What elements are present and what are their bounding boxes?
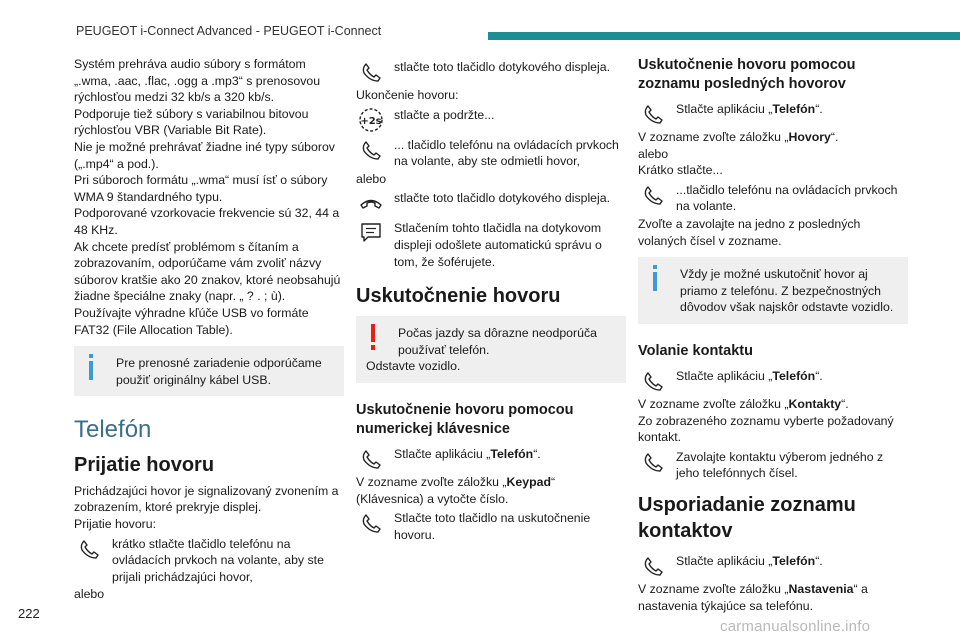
page-number: 222: [18, 606, 40, 621]
recent-app-text: Stlačte aplikáciu „Telefón“.: [676, 102, 823, 116]
keypad-call-step: [356, 509, 626, 543]
end-touch-text: stlačte toto tlačidlo dotykového displeja.: [394, 191, 611, 206]
organize-heading: Usporiadanie zoznamu kontaktov: [638, 493, 856, 542]
end-wheel-step: [356, 136, 626, 170]
receive-call-heading: Prijatie hovoru: [74, 453, 215, 476]
intro-line: Pri súboroch formátu „.wma“ musí ísť o súbory WMA 9 štandardného typu.: [74, 173, 328, 204]
intro-line: Systém prehráva audio súbory s formátom „.wma, .aac, .flac, .ogg a .mp3“ s prenosovou rýchlosťou medzi 32 kb/s a 320 kb/s.: [74, 57, 321, 105]
accept-touch-text: stlačte toto tlačidlo dotykového displeja.: [394, 60, 611, 74]
contact-app-text: Stlačte aplikáciu „Telefón“.: [676, 368, 823, 383]
message-icon: [356, 219, 386, 247]
contacts-tab-text: V zozname zvoľte záložku „Kontakty“.: [638, 396, 849, 411]
intro-line: Podporované vzorkovacie frekvencie sú 32, 44 a 48 KHz.: [74, 206, 340, 237]
receive-step: [74, 535, 344, 586]
contacts-call-step: [638, 448, 908, 482]
phone-handset-icon: [638, 448, 668, 476]
receive-intro: Prichádzajúci hovor je signalizovaný zvonením a zobrazením, ktoré prekryje displej.: [74, 483, 339, 515]
intro-line: Ak chcete predísť problémom s čítaním a zobrazovaním, odporúčame vám zvoliť názvy súborov kratšie ako 20 znakov, ktoré neobsahujú žiadne špeciálne znaky (napr. „ ? . ; ù).: [74, 239, 341, 304]
recent-tab-text: V zozname zvoľte záložku „Hovory“.: [638, 130, 839, 144]
organize-app-step: [638, 552, 908, 580]
receive-step-text: krátko stlačte tlačidlo telefónu na ovládacích prvkoch na volante, aby ste prijali prichádzajúci hovor,: [112, 536, 324, 584]
or-text: alebo: [638, 146, 669, 161]
intro-line: Nie je možné prehrávať žiadne iné typy súborov („.mp4“ a pod.).: [74, 139, 335, 171]
end-wheel-text: ... tlačidlo telefónu na ovládacích prvkoch na volante, aby ste odmietli hovor,: [394, 137, 619, 169]
recent-heading: Uskutočnenie hovoru pomocou zoznamu posledných hovorov: [638, 57, 856, 92]
phone-handset-icon: [356, 136, 386, 164]
column-1: [74, 56, 344, 603]
organize-app-text: Stlačte aplikáciu „Telefón“.: [676, 553, 823, 568]
phone-handset-icon: [638, 367, 668, 395]
sms-text: Stlačením tohto tlačidla na dotykovom displeji odošlete automatickú správu o tom, že šoférujete.: [394, 221, 602, 269]
phone-handset-icon: [638, 552, 668, 580]
or-text: alebo: [74, 587, 105, 602]
end-call-label: Ukončenie hovoru:: [356, 88, 459, 102]
info-icon: [84, 354, 98, 380]
header-title: PEUGEOT i-Connect Advanced - PEUGEOT i-Connect: [76, 24, 382, 38]
contacts-call-text: Zavolajte kontaktu výberom jedného z jeho telefónnych čísel.: [676, 449, 884, 481]
make-call-heading: Uskutočnenie hovoru: [356, 285, 561, 308]
choose-recent-text: Zvoľte a zavolajte na jedno z posledných volaných čísel v zozname.: [638, 216, 861, 248]
phone-handset-icon: [638, 181, 668, 209]
phone-handset-icon: [356, 509, 386, 537]
keypad-tab-text: V zozname zvoľte záložku „Keypad“ (Klávesnica) a vytočte číslo.: [356, 474, 556, 506]
phone-handset-icon: [638, 100, 668, 128]
warning-text-2: Odstavte vozidlo.: [366, 359, 461, 374]
warning-text: Počas jazdy sa dôrazne neodporúča používať telefón.: [398, 326, 597, 357]
keypad-heading: Uskutočnenie hovoru pomocou numerickej klávesnice: [356, 401, 574, 437]
intro-line: Podporuje tiež súbory s variabilnou bitovou rýchlosťou VBR (Variable Bit Rate).: [74, 106, 309, 138]
phone-handset-icon: [356, 58, 386, 86]
wheel-button-text: ...tlačidlo telefónu na ovládacích prvkoch na volante.: [676, 182, 898, 214]
info-icon: [648, 265, 662, 291]
keypad-app-text: Stlačte aplikáciu „Telefón“.: [394, 446, 541, 461]
intro-line: Používajte výhradne kľúče USB vo formáte FAT32 (File Allocation Table).: [74, 305, 309, 337]
sms-step: [356, 219, 626, 270]
info-note-text: Pre prenosné zariadenie odporúčame použiť originálny kábel USB.: [116, 356, 322, 387]
end-hold-text: stlačte a podržte...: [394, 107, 495, 122]
info-callout: [74, 346, 344, 396]
watermark: carmanualsonline.info: [720, 618, 871, 635]
settings-tab-text: V zozname zvoľte záložku „Nastavenia“ a nastavenia týkajúce sa telefónu.: [638, 581, 868, 613]
section-title: Telefón: [74, 416, 152, 444]
short-press-text: Krátko stlačte...: [638, 163, 723, 178]
header-accent-bar: [488, 32, 960, 40]
phone-handset-icon: [356, 445, 386, 473]
end-hold-step: [356, 106, 626, 134]
contacts-select-text: Zo zobrazeného zoznamu vyberte požadovaný kontakt.: [638, 413, 894, 445]
svg-text:+2s: +2s: [360, 115, 382, 127]
warning-icon: [366, 324, 380, 350]
accept-touch-step: [356, 58, 626, 86]
wheel-button-step: [638, 181, 908, 215]
keypad-app-step: [356, 445, 626, 473]
column-2: [356, 56, 626, 544]
info-note-text: Vždy je možné uskutočniť hovor aj priamo z telefónu. Z bezpečnostných dôvodov však najskôr odstavte vozidlo.: [680, 267, 894, 315]
keypad-call-text: Stlačte toto tlačidlo na uskutočnenie hovoru.: [394, 511, 591, 542]
contact-app-step: [638, 367, 908, 395]
contact-heading: Volanie kontaktu: [638, 342, 753, 359]
phone-handset-icon: [74, 535, 104, 563]
page-header: [0, 0, 960, 40]
or-text: alebo: [356, 171, 387, 186]
recent-app-step: [638, 100, 908, 128]
info-callout: [638, 257, 908, 324]
receive-label: Prijatie hovoru:: [74, 517, 157, 532]
warning-callout: [356, 316, 626, 383]
column-3: [638, 56, 908, 614]
hang-up-icon: [356, 189, 386, 217]
hold-2s-icon: [356, 106, 386, 134]
end-touch-step: [356, 189, 626, 217]
